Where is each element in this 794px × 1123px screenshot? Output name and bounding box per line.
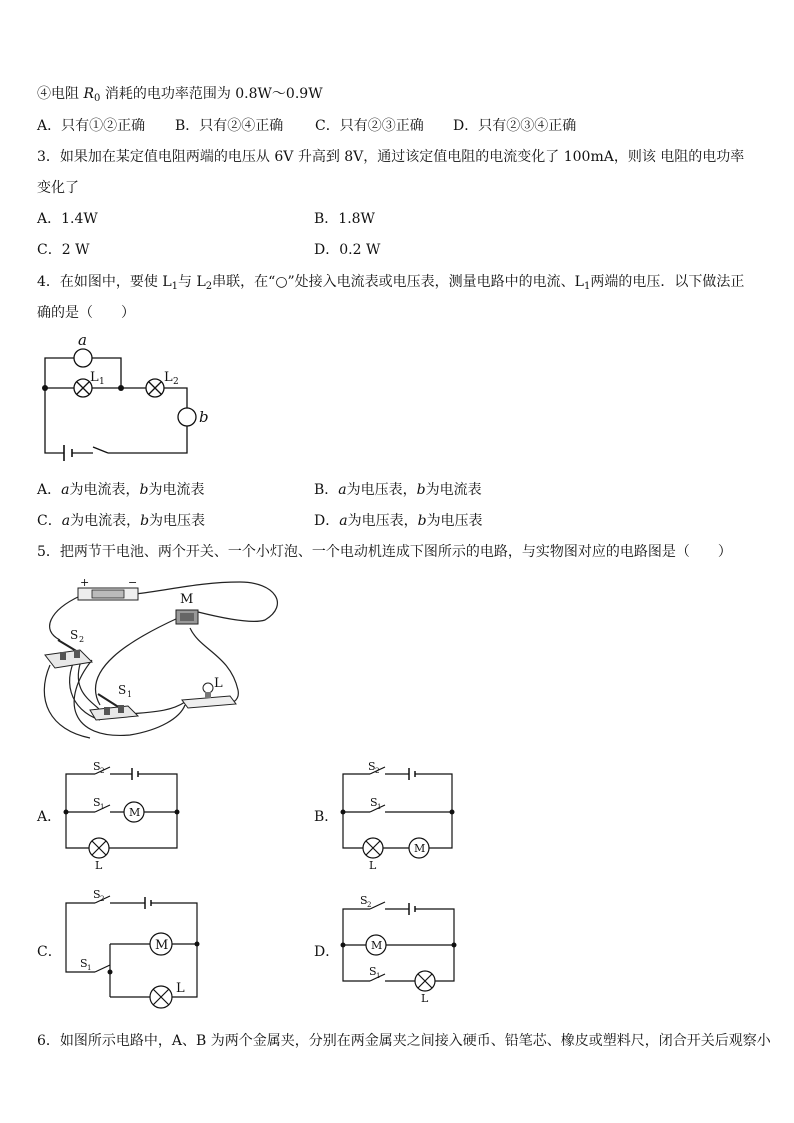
meter-a-label: a [78,331,87,349]
q2-item4-suffix: 消耗的电功率范围为 0.8W～0.9W [100,86,323,102]
q2-option-d: D．只有②③④正确 [453,118,577,134]
q4-opt-d-var-a: a [339,513,348,529]
q2-item4-sub: 0 [94,93,101,104]
switch1-photo-sub: 1 [127,690,133,699]
a-s2-sub: 2 [100,767,105,775]
q3-stem-line2: 变化了 [37,180,79,196]
battery-plus-label: + [80,576,90,589]
lamp2-label: L [164,370,173,385]
q4-opt-d-mid1: 为电压表， [347,513,418,529]
q3-option-c: C．2 W [37,242,90,258]
q4-opt-d-mid2: 为电压表 [426,513,483,529]
q4-stem-b: 与 L [178,274,206,290]
q4-opt-a-mid2: 为电流表 [148,482,205,498]
b-s2-sub: 2 [375,767,380,775]
q3-option-d: D．0.2 W [314,242,381,258]
q4-opt-a-var-b: b [139,482,149,498]
q4-opt-b-mid1: 为电压表， [346,482,417,498]
switch1-photo-label: S [118,683,127,697]
q4-opt-d-var-b: b [417,513,427,529]
q4-stem-d: 两端的电压．以下做法正 [590,274,745,290]
c-lamp-label: L [176,981,185,996]
option-a-circuit [66,767,177,858]
c-s1: S [80,957,88,970]
d-s2: S [360,894,368,907]
a-lamp-label: L [95,859,103,872]
q2-option-a: A．只有①②正确 [37,118,146,134]
switch2-photo-sub: 2 [79,635,85,644]
b-s1-sub: 1 [377,803,382,811]
q6-stem: 6．如图所示电路中，A、B 为两个金属夹，分别在两金属夹之间接入硬币、铅笔芯、橡皮或塑料尺，闭合开关后观察小 [37,1033,771,1049]
lamp-photo-label: L [214,676,223,691]
option-d-circuit [343,902,454,991]
b-s2: S [368,760,376,773]
q4-stem-line2: 确的是（ ） [37,305,135,321]
q4-opt-c-letter: C． [37,513,62,529]
d-s1-sub: 1 [376,972,381,980]
d-motor-label: M [371,939,383,952]
a-s2: S [93,760,101,773]
q4-opt-a-mid1: 为电流表， [69,482,140,498]
q4-stem-sub3: 1 [583,281,591,292]
q2-option-c: C．只有②③正确 [315,118,424,134]
meter-b-label: b [199,408,209,426]
q4-opt-b-letter: B． [314,482,339,498]
q3-stem-line1: 3．如果加在某定值电阻两端的电压从 6V 升高到 8V，通过该定值电阻的电流变化了 100mA，则该 电阻的电功率 [37,149,745,165]
b-motor-label: M [414,842,426,855]
q4-opt-a-letter: A． [37,482,62,498]
q4-stem-a: 4．在如图中，要使 L [37,274,172,290]
q5-option-a-letter: A． [37,809,62,825]
q3-option-b: B．1.8W [314,211,375,227]
q5-stem: 5．把两节干电池、两个开关、一个小灯泡、一个电动机连成下图所示的电路，与实物图对应的电路图是（ ） [37,544,732,560]
a-motor-label: M [129,806,141,819]
q4-opt-b-var-b: b [416,482,426,498]
q4-stem-sub1: 1 [171,281,179,292]
motor-photo-label: M [180,592,194,607]
lamp1-label: L [90,370,99,385]
q5-option-c-letter: C． [37,944,62,960]
a-s1-sub: 1 [100,803,105,811]
c-s2-sub: 2 [100,895,105,903]
q2-option-b: B．只有②④正确 [175,118,284,134]
switch2-photo-label: S [70,628,79,642]
option-b-circuit [343,767,452,858]
q5-option-d-letter: D． [314,944,340,960]
lamp1-sub: 1 [99,377,105,387]
d-s1: S [369,965,377,978]
q4-opt-c-var-a: a [61,513,71,529]
battery-minus-label: − [128,576,138,589]
q2-item4-var: R [83,86,94,102]
d-s2-sub: 2 [367,901,372,909]
c-s1-sub: 1 [87,964,92,972]
q2-item4-prefix: ④电阻 [37,86,84,102]
q4-opt-d-letter: D． [314,513,340,529]
q5-option-b-letter: B． [314,809,339,825]
q4-opt-b-mid2: 为电流表 [425,482,482,498]
c-motor-label: M [155,938,169,953]
q4-stem-c: 串联，在“○”处接入电流表或电压表，测量电路中的电流、L [212,274,584,290]
b-lamp-label: L [369,859,377,872]
b-s1: S [370,796,378,809]
lamp2-sub: 2 [173,377,179,387]
q4-opt-c-mid2: 为电压表 [149,513,206,529]
q4-opt-a-var-a: a [61,482,70,498]
q4-opt-c-var-b: b [140,513,150,529]
q4-opt-b-var-a: a [338,482,347,498]
q4-stem-sub2: 2 [205,281,213,292]
q4-opt-c-mid1: 为电流表， [70,513,141,529]
a-s1: S [93,796,101,809]
d-lamp-label: L [421,992,429,1005]
q3-option-a: A．1.4W [37,211,98,227]
c-s2: S [93,888,101,901]
